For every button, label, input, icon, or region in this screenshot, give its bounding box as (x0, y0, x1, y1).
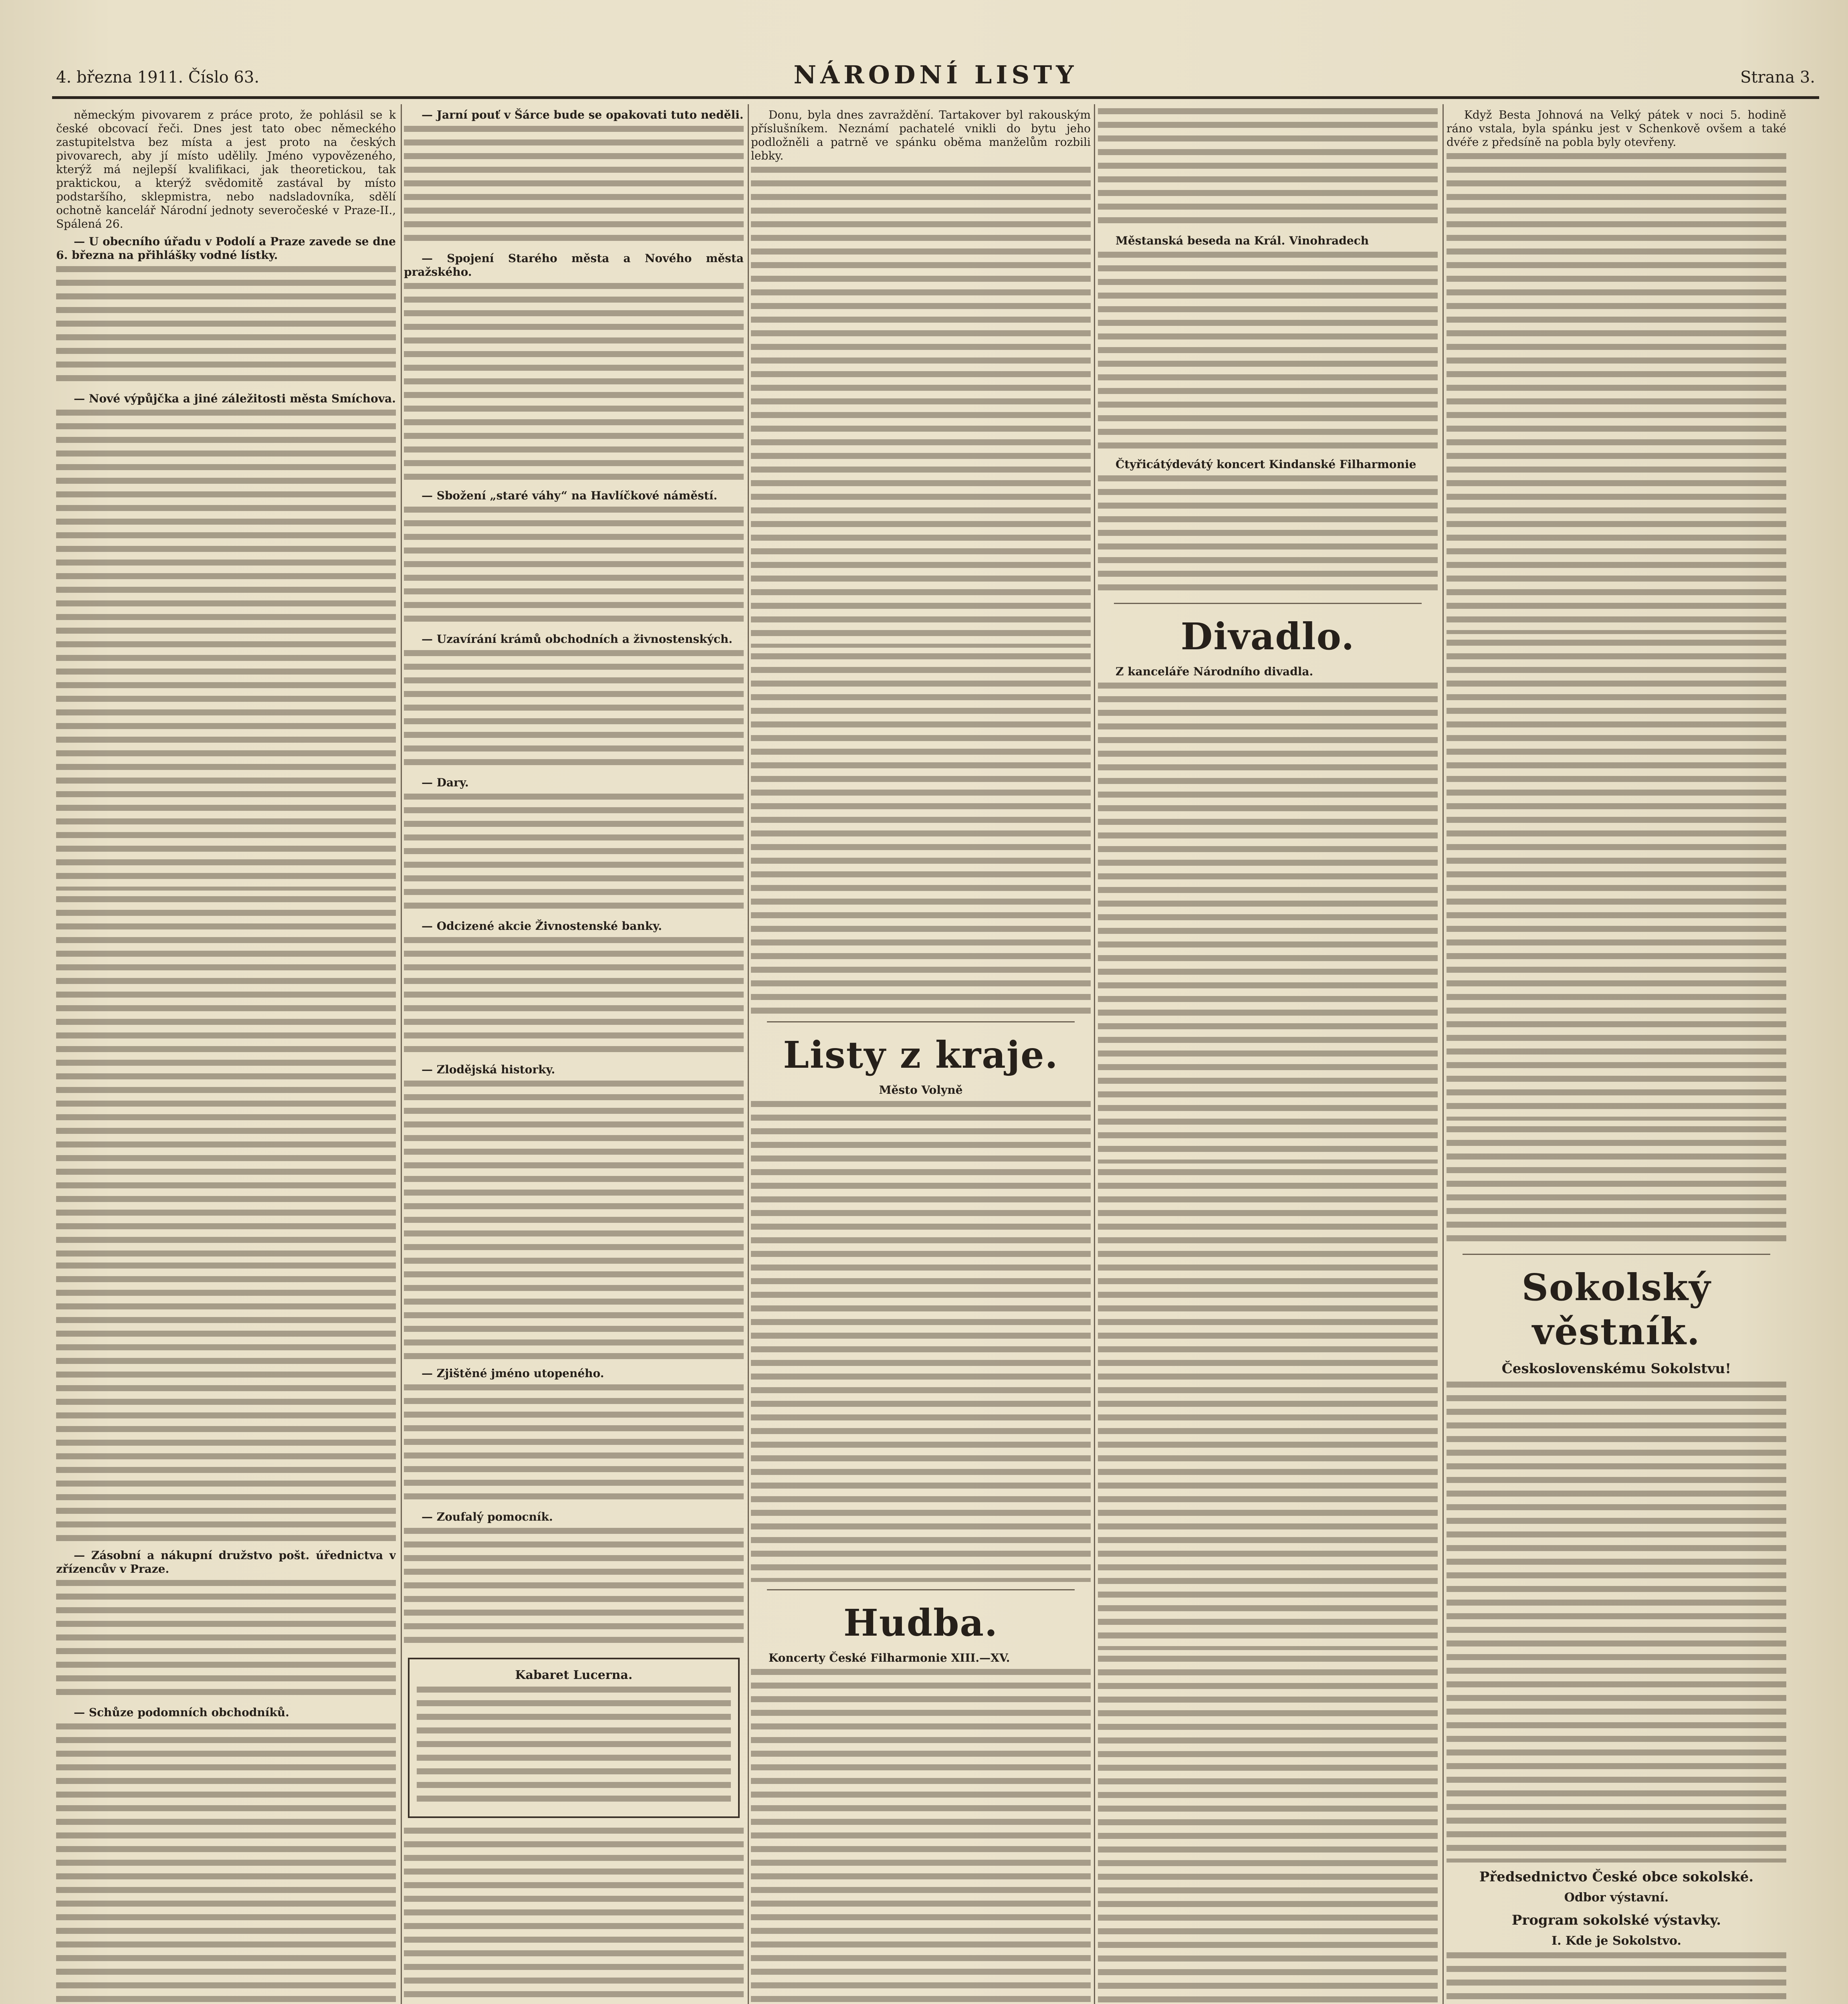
article-body (404, 794, 744, 914)
signature-line: Odbor výstavní. (1564, 1891, 1669, 1905)
article-text: Donu, byla dnes zavraždění. Tartakover byl rakouským příslušníkem. Neznámí pachatelé vnikli do bytu jeho podložněli a patrně ve spánku oběma manželům rozbili lebky. (751, 108, 1091, 162)
article-heading: — Uzavírání krámů obchodních a živnostenských. (422, 632, 733, 646)
place-name: Město Volyně (879, 1083, 963, 1097)
article-body (1447, 640, 1786, 1121)
advert-box (408, 1658, 740, 1818)
masthead (52, 60, 1819, 99)
article-body (1447, 1126, 1786, 1246)
article-body (404, 1384, 744, 1505)
article-body (404, 1828, 744, 2004)
column-divider (401, 104, 402, 2004)
article-body (1098, 1169, 1438, 1650)
box-body (417, 1687, 731, 1807)
article-body (1447, 153, 1786, 634)
article-body (404, 1081, 744, 1361)
article-heading: Městanská beseda na Král. Vinohradech (1116, 234, 1369, 247)
column-1 (56, 108, 396, 2004)
article-heading: — Zjištěné jméno utopeného. (422, 1367, 604, 1380)
article-heading: — Spojení Starého města a Nového města pražského. (404, 252, 744, 279)
article-body (404, 283, 744, 483)
article-heading: Koncerty České Filharmonie XIII.—XV. (769, 1651, 1010, 1665)
program-section: I. Kde je Sokolstvo. (1551, 1934, 1681, 1948)
article-body (404, 1528, 744, 1648)
divider (767, 1589, 1075, 1590)
article-body (56, 1580, 396, 1700)
article-body (751, 167, 1091, 648)
article-text: německým pivovarem z práce proto, že pohlásil se k české obcovací řeči. Dnes jest tato obec německého zastupitelstva bez místa a jest proto na českých pivovarech, aby jí místo udělily. Jméno vypovězeného, kterýž má nejlepší kvalifikaci, jak theoretickou, tak praktickou, a kterýž svědomitě zastával by místo podstaršího, sklepmistra, nebo nadsladovníka, sdělí ochotně kancelář Národní jednoty severočeské v Praze-II., Spálená 26. (56, 108, 396, 230)
article-heading: — U obecního úřadu v Podolí a Praze zavede se dne 6. března na přihlášky vodné lístky. (56, 235, 396, 262)
column-5 (1447, 108, 1786, 2004)
signature-line: Předsednictvo České obce sokolské. (1479, 1869, 1754, 1885)
article-body (56, 266, 396, 386)
article-heading: — Zásobní a nákupní družstvo pošt. úřednictva v zřízencův v Praze. (56, 1549, 396, 1576)
article-body (56, 1723, 396, 2004)
article-body (56, 896, 396, 1257)
article-heading: Z kanceláře Národního divadla. (1116, 665, 1313, 678)
divider (1463, 1254, 1770, 1255)
column-3 (751, 108, 1091, 2004)
article-body (56, 1263, 396, 1543)
program-heading: Program sokolské výstavky. (1511, 1912, 1721, 1928)
article-body (404, 507, 744, 627)
article-heading: — Nové výpůjčka a jiné záležitosti města Smíchova. (74, 392, 396, 405)
column-divider (1442, 104, 1444, 2004)
article-body (1098, 475, 1438, 596)
column-2 (404, 108, 744, 2004)
column-divider (748, 104, 749, 2004)
article-body (1098, 1656, 1438, 2004)
article-heading: Čtyřicátýdevátý koncert Kindanské Filharmonie (1116, 458, 1416, 471)
article-body (751, 653, 1091, 1014)
issue-date: 4. března 1911. Číslo 63. (56, 68, 260, 87)
article-body (751, 1101, 1091, 1582)
box-title: Kabaret Lucerna. (515, 1668, 633, 1682)
column-4 (1098, 108, 1438, 2004)
article-body (751, 1669, 1091, 2004)
article-heading: — Sbožení „staré váhy“ na Havlíčkové náměstí. (422, 489, 718, 502)
article-body (1098, 252, 1438, 452)
column-divider (1094, 104, 1095, 2004)
article-body (1098, 683, 1438, 1164)
newspaper-title: NÁRODNÍ LISTY (793, 60, 1078, 89)
article-body (404, 650, 744, 770)
section-heading-sokol: Sokolský věstník. (1521, 1266, 1711, 1353)
article-heading: — Schůze podomních obchodníků. (74, 1706, 289, 1719)
section-heading-kraje: Listy z kraje. (783, 1033, 1059, 1077)
article-text: Když Besta Johnová na Velký pátek v noci 5. hodině ráno vstala, byla spánku jest v Schenkově ovšem a také dvéře z předsíně na pobla byly otevřeny. (1447, 108, 1786, 149)
article-body (1098, 108, 1438, 228)
article-heading: — Zoufalý pomocník. (422, 1510, 553, 1523)
article-body (56, 410, 396, 891)
section-subheading: Československému Sokolstvu! (1501, 1361, 1731, 1377)
article-body (404, 126, 744, 246)
section-heading-hudba: Hudba. (843, 1601, 999, 1644)
article-body (404, 937, 744, 1057)
article-body (1447, 1382, 1786, 1863)
article-heading: — Odcizené akcie Živnostenské banky. (422, 919, 662, 933)
article-body (1447, 1952, 1786, 2004)
article-heading: — Jarní pouť v Šárce bude se opakovati tuto neděli. (422, 108, 744, 121)
section-heading-divadlo: Divadlo. (1180, 615, 1355, 658)
page-number: Strana 3. (1740, 68, 1815, 87)
article-heading: — Zlodějská historky. (422, 1063, 555, 1076)
article-heading: — Dary. (422, 776, 469, 789)
divider (1114, 603, 1422, 604)
divider (767, 1021, 1075, 1022)
